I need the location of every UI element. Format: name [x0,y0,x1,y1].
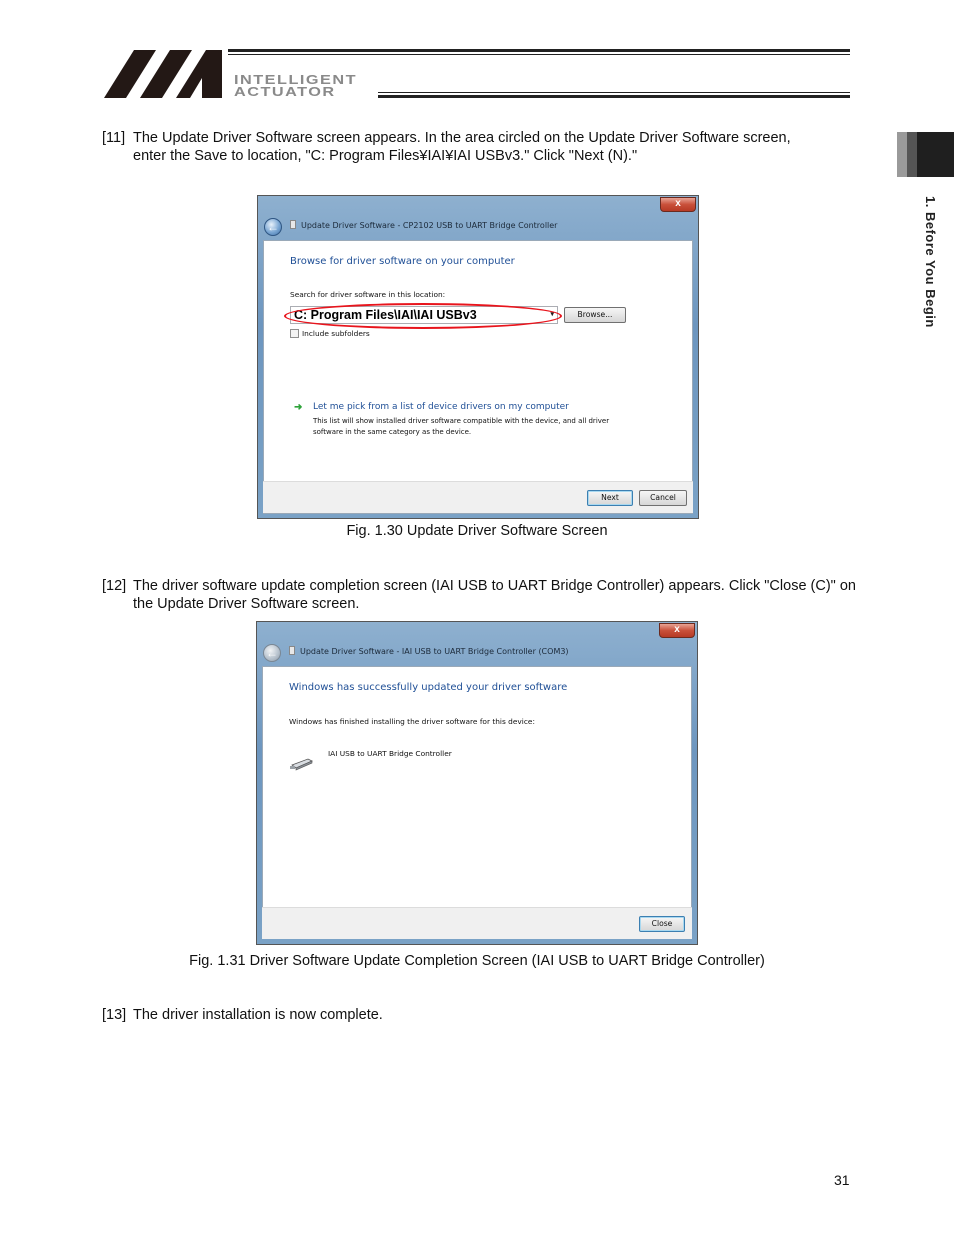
close-button[interactable]: Close [639,916,685,932]
success-heading: Windows has successfully updated your driver software [289,682,568,693]
dialog-footer [263,481,693,513]
dialog-content [262,666,692,910]
header-rule-bottom-thick [378,95,850,98]
browse-button[interactable]: Browse... [564,307,626,323]
dialog-footer [262,907,692,939]
step-12 [102,577,862,613]
device-name: IAI USB to UART Bridge Controller [328,749,452,758]
chapter-tab-stripe-light [897,132,907,177]
logo-wordmark [234,74,357,98]
step-13 [102,1006,862,1024]
step-number: [11] [102,130,126,146]
next-button[interactable]: Next [587,490,633,506]
annotation-circle [284,303,562,329]
logo-line-1: INTELLIGENT [234,72,358,87]
pick-from-list-description-line-2: software in the same category as the device. [313,428,472,436]
back-button[interactable]: ← [264,218,282,236]
header-rule-top-thin [228,54,850,55]
chapter-tab-block [917,132,954,177]
usb-device-icon [290,757,314,771]
include-subfolders-label: Include subfolders [302,329,370,338]
logo-line-2: ACTUATOR [234,84,336,99]
search-location-label: Search for driver software in this location: [290,290,446,299]
driver-icon [289,646,295,655]
window-title [290,220,557,230]
driver-path-value: C: Program Files\IAI\IAI USBv3 [294,308,477,322]
update-driver-dialog [257,195,699,519]
pick-from-list-link[interactable]: Let me pick from a list of device drivers on my computer [313,402,569,412]
step-number: [13] [102,1007,127,1023]
chapter-tab-stripe-mid [907,132,917,177]
step-text: The driver software update completion screen (IAI USB to UART Bridge Controller) appears. Click "Close (C)" on the Update Driver Software screen. [133,578,856,612]
window-title [289,646,569,656]
cancel-button[interactable]: Cancel [639,490,687,506]
step-text: The driver installation is now complete. [133,1007,383,1023]
finished-installing-text: Windows has finished installing the driver software for this device: [289,717,535,726]
pick-from-list-description-line-1: This list will show installed driver software compatible with the device, and all driver [313,417,610,425]
intelligent-actuator-logo [104,48,850,102]
figure-caption-1-31: Fig. 1.31 Driver Software Update Completion Screen (IAI USB to UART Bridge Controller) [189,953,765,969]
dialog-content [263,240,693,514]
include-subfolders-checkbox[interactable] [290,329,299,338]
green-arrow-icon: ➜ [294,402,303,413]
step-number: [12] [102,578,127,594]
step-11 [102,129,862,165]
chevron-down-icon[interactable]: ▾ [550,311,554,318]
title-bar [258,196,698,240]
window-title-text: Update Driver Software - CP2102 USB to UART Bridge Controller [301,221,558,230]
header-rule-top-thick [228,49,850,52]
header-rule-bottom-thin [378,92,850,93]
dialog-heading: Browse for driver software on your computer [290,256,515,267]
window-close-button[interactable]: x [659,623,695,638]
chapter-tab [897,132,954,177]
window-title-text: Update Driver Software - IAI USB to UART Bridge Controller (COM3) [300,647,569,656]
back-button: ← [263,644,281,662]
title-bar [257,622,697,666]
iai-logo-icon [104,48,228,102]
driver-icon [290,220,296,229]
window-close-button[interactable]: x [660,197,696,212]
page-number: 31 [834,1172,850,1188]
chapter-label: 1. Before You Begin [923,196,938,328]
update-complete-dialog [256,621,698,945]
figure-caption-1-30: Fig. 1.30 Update Driver Software Screen [346,523,608,539]
step-text: The Update Driver Software screen appears. In the area circled on the Update Driver Software screen, enter the Save to location, "C: Program Files¥IAI¥IAI USBv3." Click "Next (N)." [133,130,791,164]
